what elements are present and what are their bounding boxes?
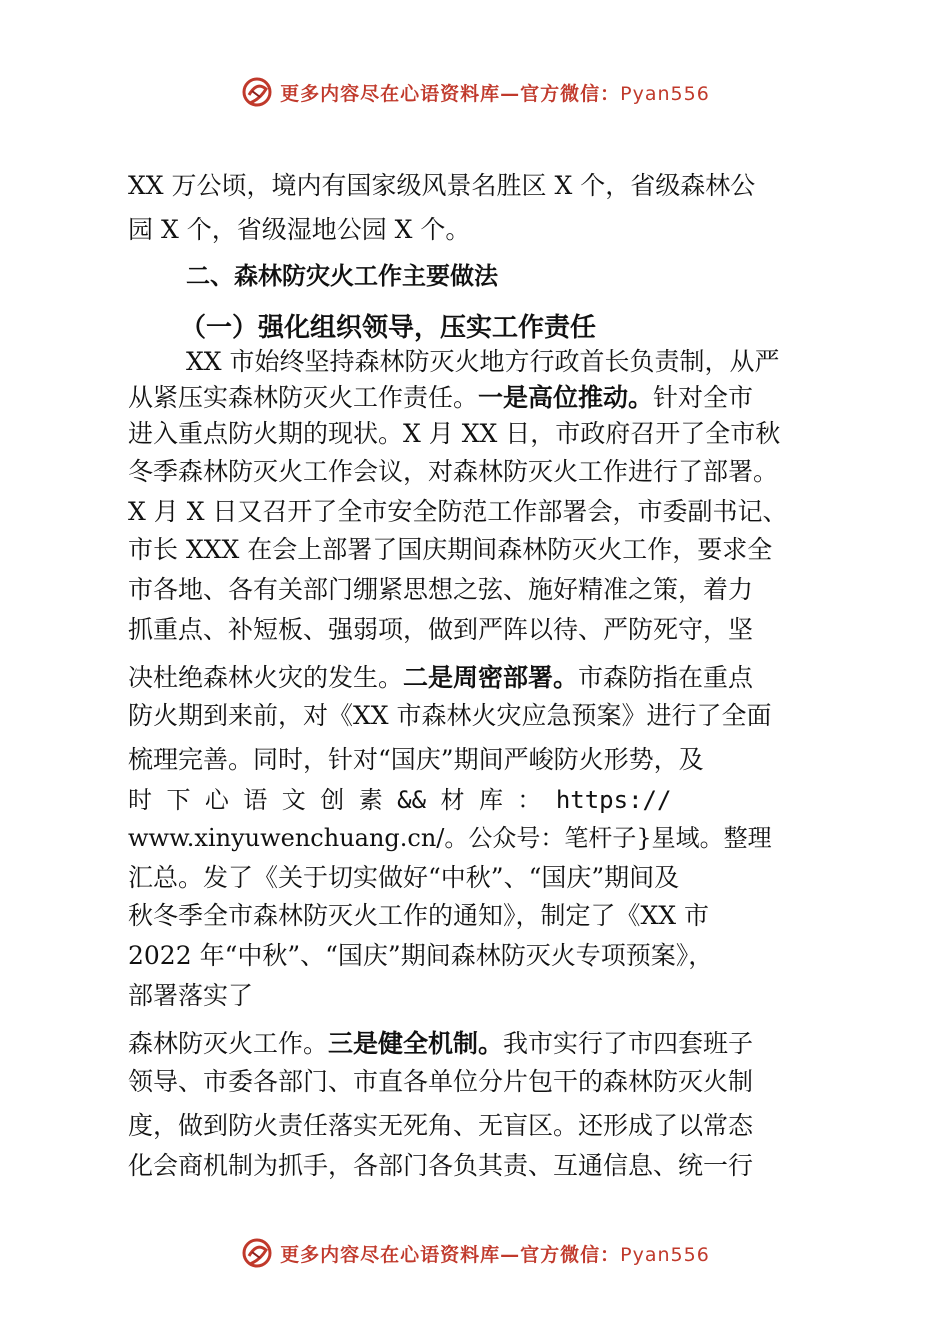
text-run: 森林防灭火工作。 (128, 1029, 329, 1058)
banner-slogan: 更多内容尽在心语资料库—官方微信： (280, 1243, 621, 1266)
paragraph-line: 梳理完善。同时，针对“国庆”期间严峻防火形势，及 (128, 745, 704, 774)
banner-slogan: 更多内容尽在心语资料库—官方微信： (280, 82, 621, 105)
emphasis-text: 三是健全机制。 (328, 1029, 504, 1058)
paragraph-line: 防火期到来前，对《XX 市森林火灾应急预案》进行了全面 (128, 701, 772, 730)
paragraph-line: 冬季森林防灭火工作会议，对森林防灭火工作进行了部署。 (128, 457, 779, 486)
footer-banner (0, 1233, 950, 1273)
header-banner (0, 72, 950, 112)
paragraph-line: www.xinyuwenchuang.cn/。公众号：笔杆子}星域。整理 (128, 824, 772, 852)
paragraph-line: 2022 年“中秋”、“国庆”期间森林防灭火专项预案》， (128, 941, 714, 970)
paragraph-line: 市各地、各有关部门绷紧思想之弦、施好精准之策，着力 (128, 575, 754, 604)
paragraph-line: 抓重点、补短板、强弱项，做到严阵以待、严防死守，坚 (128, 615, 754, 644)
text-run: 我市实行了市四套班子 (503, 1029, 754, 1058)
paragraph-line: 市长 XXX 在会上部署了国庆期间森林防灭火工作，要求全 (128, 535, 773, 564)
paragraph-line: X 月 X 日又召开了全市安全防范工作部署会，市委副书记、 (128, 497, 788, 526)
paragraph-line (128, 1026, 753, 1062)
text-run: 决杜绝森林火灾的发生。 (128, 663, 404, 692)
paragraph-line: 汇总。发了《关于切实做好“中秋”、“国庆”期间及 (128, 863, 680, 892)
emphasis-text: 一是高位推动。 (478, 383, 654, 412)
subsection-heading: （一）强化组织领导，压实工作责任 (180, 313, 597, 343)
paragraph-line: 进入重点防火期的现状。X 月 XX 日，市政府召开了全市秋 (128, 419, 781, 448)
paragraph-line: 部署落实了 (128, 981, 254, 1010)
banner-text (280, 79, 710, 106)
banner-wechat-id: Pyan556 (620, 1243, 710, 1266)
ribbon-seal-logo-icon (240, 75, 274, 109)
section-heading: 二、森林防灾火工作主要做法 (186, 262, 498, 290)
paragraph-line: 度，做到防火责任落实无死角、无盲区。还形成了以常态 (128, 1111, 754, 1140)
paragraph-line: 秋冬季全市森林防灭火工作的通知》，制定了《XX 市 (128, 901, 710, 930)
paragraph-line: 领导、市委各部门、市直各单位分片包干的森林防灭火制 (128, 1067, 754, 1096)
paragraph-line: 园 X 个，省级湿地公园 X 个。 (128, 215, 471, 244)
emphasis-text: 二是周密部署。 (403, 663, 579, 692)
paragraph-line (128, 380, 753, 416)
paragraph-line: 时 下 心 语 文 创 素 && 材 库 ： https:// (128, 786, 672, 814)
paragraph-line: 化会商机制为抓手，各部门各负其责、互通信息、统一行 (128, 1151, 754, 1180)
banner-wechat-id: Pyan556 (620, 82, 710, 105)
paragraph-line: XX 万公顷，境内有国家级风景名胜区 X 个，省级森林公 (128, 171, 756, 200)
paragraph-line: XX 市始终坚持森林防灭火地方行政首长负责制，从严 (186, 347, 780, 376)
banner-text (280, 1240, 710, 1267)
paragraph-line (128, 660, 753, 696)
text-run: 市森防指在重点 (578, 663, 754, 692)
text-run: 针对全市 (653, 383, 754, 412)
text-run: 从紧压实森林防灭火工作责任。 (128, 383, 479, 412)
ribbon-seal-logo-icon (240, 1236, 274, 1270)
